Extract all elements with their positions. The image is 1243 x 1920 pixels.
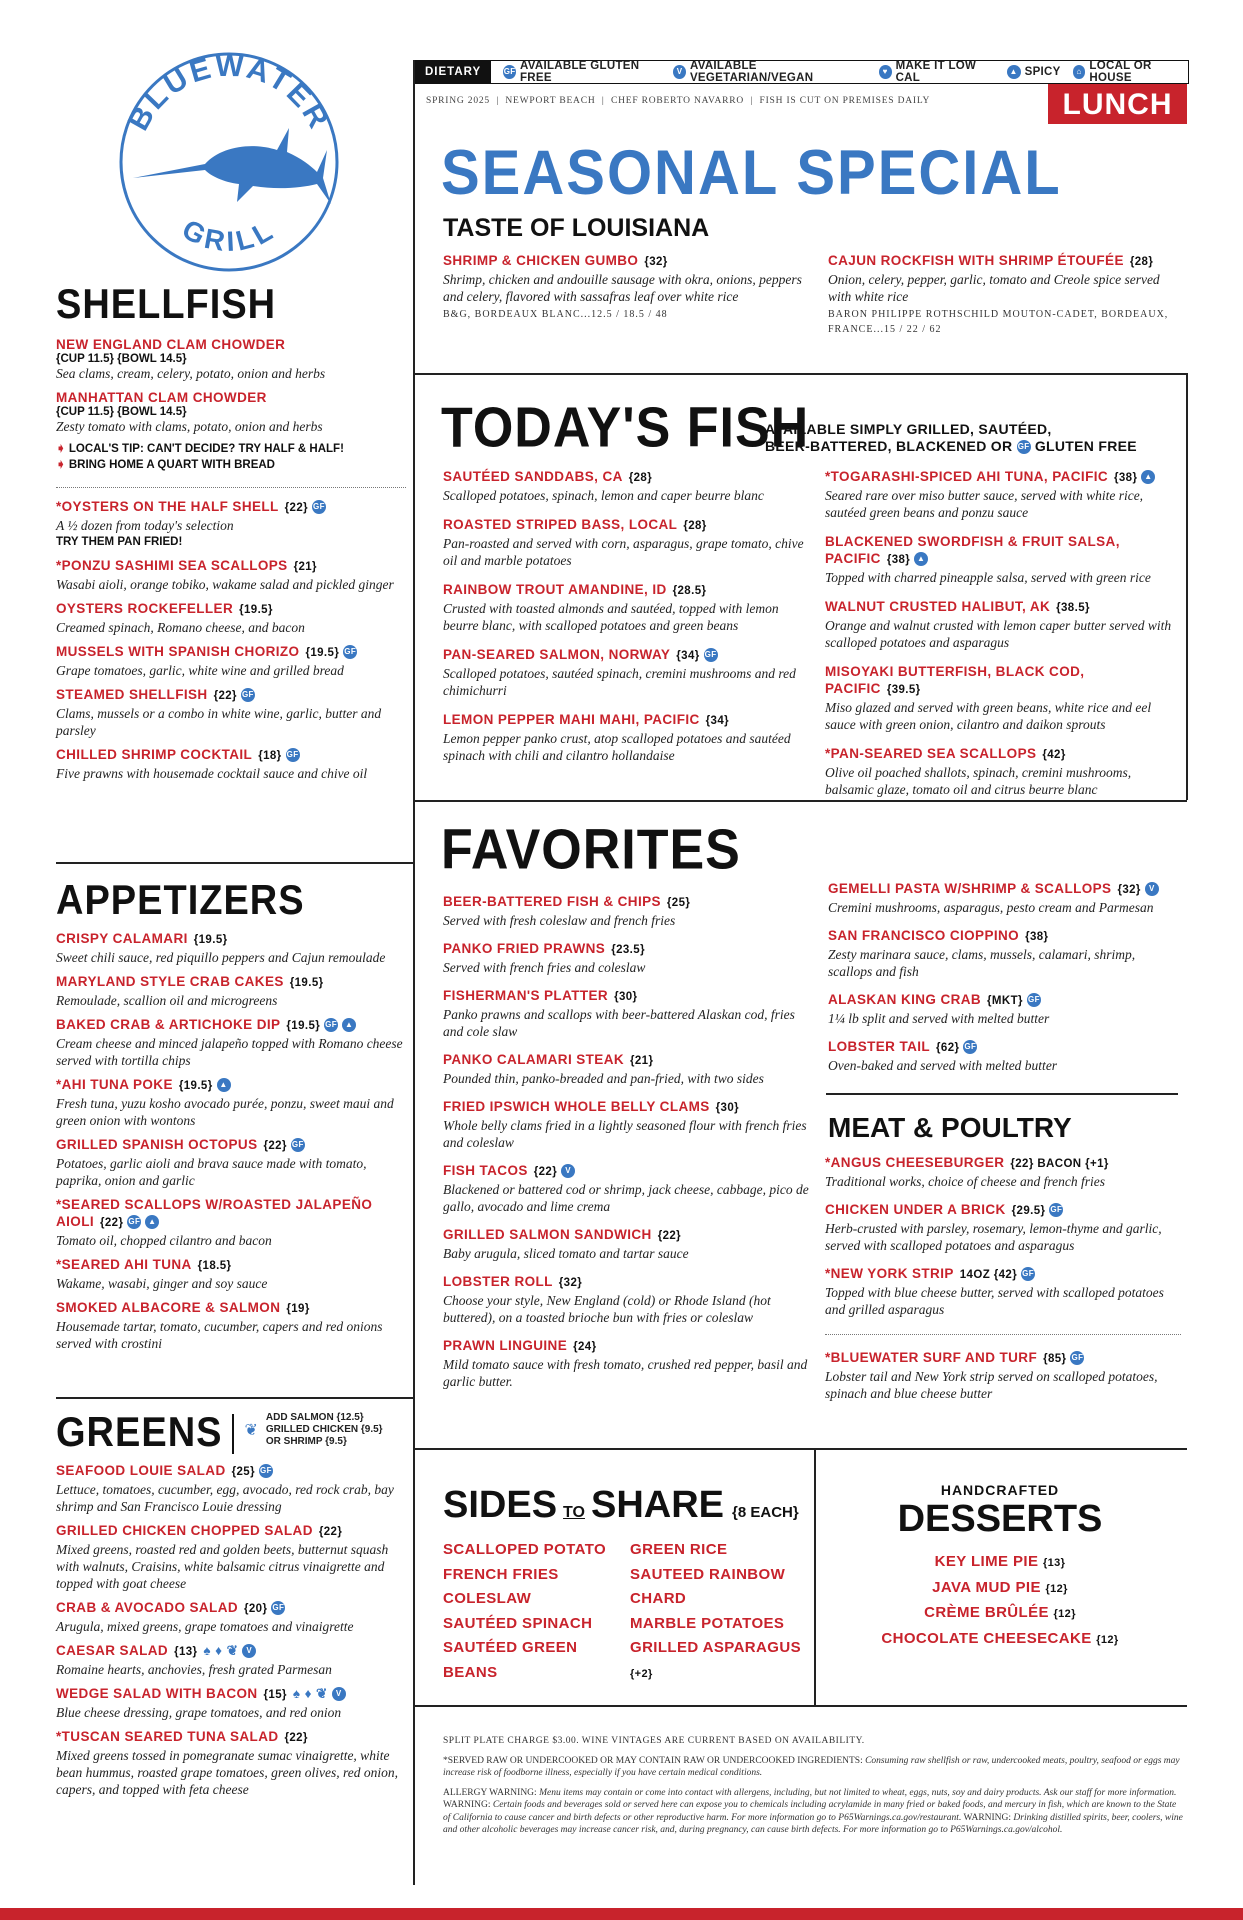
menu-footer: [443, 1735, 1183, 1844]
desserts-kicker: HANDCRAFTED: [940, 1482, 1060, 1498]
gluten-free-icon: GF: [343, 645, 357, 659]
menu-item: SEAFOOD LOUIE SALAD {25} GF Lettuce, tomatoes, cucumber, egg, avocado, red rock crab, bay shrimp and San Francisco Louie dressing: [56, 1463, 394, 1514]
greens-section: [56, 1409, 408, 1798]
menu-item: LEMON PEPPER MAHI MAHI, PACIFIC {34} Lemon pepper panko crust, atop scalloped potatoes and sautéed spinach with chili and cilantro hollandaise: [443, 712, 791, 763]
greens-addons: ADD SALMON {12.5} GRILLED CHICKEN {9.5} OR SHRIMP {9.5}: [265, 1412, 383, 1447]
divider: [414, 1705, 1187, 1707]
side-item: SCALLOPED POTATO: [443, 1541, 607, 1558]
menu-item: LOBSTER ROLL {32} Choose your style, New England (cold) or Rhode Island (hot buttered), on a toasted brioche bun with fries or coleslaw: [443, 1274, 771, 1325]
seasonal-subtitle: TASTE OF LOUISIANA: [443, 214, 710, 242]
menu-item: WALNUT CRUSTED HALIBUT, AK {38.5} Orange and walnut crusted with lemon caper butter served with scalloped potatoes and asparagus: [825, 599, 1172, 650]
svg-text:BLUEWATER: BLUEWATER: [121, 49, 337, 137]
vegetarian-icon: V: [673, 65, 686, 79]
vegetarian-icon: V: [1145, 882, 1159, 896]
menu-item: GEMELLI PASTA W/SHRIMP & SCALLOPS {32} V Cremini mushrooms, asparagus, pesto cream and Parmesan: [828, 880, 1180, 916]
seasonal-special-title: SEASONAL SPECIAL: [441, 137, 1062, 208]
menu-item: *PONZU SASHIMI SEA SCALLOPS {21} Wasabi aioli, orange tobiko, wakame salad and pickled ginger: [56, 558, 394, 592]
menu-item: CAESAR SALAD {13} ♠ ♦ ❦ V Romaine hearts, anchovies, fresh grated Parmesan: [56, 1643, 332, 1677]
gluten-free-icon: GF: [1070, 1351, 1084, 1365]
dessert-item: CRÈME BRÛLÉE {12}: [924, 1604, 1076, 1621]
menu-item: CHILLED SHRIMP COCKTAIL {18} GF Five prawns with housemade cocktail sauce and chive oil: [56, 747, 368, 781]
todays-fish-right: [825, 468, 1181, 798]
menu-item: *TOGARASHI-SPICED AHI TUNA, PACIFIC {38} ▲ Seared rare over miso butter sauce, served with white rice, sautéed green beans and ponzu sauce: [825, 468, 1181, 521]
side-item: FRENCH FRIES: [443, 1565, 559, 1583]
section-title: APPETIZERS: [56, 877, 305, 924]
menu-item: GRILLED SALMON SANDWICH {22} Baby arugula, sliced tomato and tartar sauce: [443, 1227, 689, 1261]
meat-poultry-list: [825, 1154, 1181, 1402]
todays-fish-left: [443, 468, 811, 764]
allergy-warning: ALLERGY WARNING: Menu items may contain or come into contact with allergens, including, but not limited to wheat, eggs, nuts, soy and dairy products. Ask our staff for more information. WARNING: Certain foods and beverages sold or served here can expose you to chemicals including acrylamide in many fried or baked foods, and mercury in fish, which are known to the State of California to cause cancer and birth defects or other reproductive harm. For more information go to P65Warnings.ca.gov/restaurant. WARNING: Drinking distilled spirits, beer, coolers, wine and other alcoholic beverages may increase cancer risk, and, during pregnancy, can cause birth defects. For more information go to P65Warnings.ca.gov/alcohol.: [443, 1787, 1183, 1835]
favorites-left: [443, 893, 811, 1390]
appetizers-section: [56, 877, 406, 1352]
side-item: SAUTÉED SPINACH: [443, 1614, 593, 1632]
flame-icon: ▲: [342, 1018, 356, 1032]
todays-fish-note: AVAILABLE SIMPLY GRILLED, SAUTÉED, BEER-BATTERED, BLACKENED OR GF GLUTEN FREE: [765, 421, 1137, 454]
gluten-free-icon: GF: [324, 1018, 338, 1032]
menu-item: *NEW YORK STRIP 14OZ {42} GF Topped with blue cheese butter, served with scalloped potatoes and grilled asparagus: [825, 1266, 1164, 1317]
menu-item: CHICKEN UNDER A BRICK {29.5} GF Herb-crusted with parsley, rosemary, lemon-thyme and garlic, served with scalloped potatoes and asparagus: [825, 1202, 1162, 1253]
divider: [414, 373, 1187, 375]
desserts-section: [814, 1482, 1186, 1652]
vegetarian-icon: V: [561, 1164, 575, 1178]
menu-item: MARYLAND STYLE CRAB CAKES {19.5} Remoulade, scallion oil and microgreens: [56, 974, 324, 1008]
dietary-legend: [414, 60, 1189, 84]
menu-item: *OYSTERS ON THE HALF SHELL {22} GF A ½ dozen from today's selection TRY THEM PAN FRIED!: [56, 499, 325, 548]
svg-text:GRILL: GRILL: [177, 213, 281, 258]
flame-icon: ▲: [1007, 65, 1021, 79]
tip: ➧ LOCAL'S TIP: CAN'T DECIDE? TRY HALF & HALF!: [56, 443, 344, 455]
divider: [414, 800, 1187, 802]
menu-item: MISOYAKI BUTTERFISH, BLACK COD, PACIFIC {39.5} Miso glazed and served with green beans, white rice and eel sauce with green onion, cilantro and daikon sprouts: [825, 664, 1152, 732]
favorites-title: FAVORITES: [441, 818, 741, 882]
menu-item: FISHERMAN'S PLATTER {30} Panko prawns and scallops with beer-battered Alaskan cod, fries and cole slaw: [443, 988, 795, 1039]
side-item: SAUTEED RAINBOW CHARD: [630, 1565, 786, 1607]
flame-icon: ▲: [1141, 470, 1155, 484]
gluten-free-icon: GF: [271, 1601, 285, 1615]
gluten-free-icon: GF: [963, 1040, 977, 1054]
gluten-free-icon: GF: [291, 1138, 305, 1152]
menu-item: MUSSELS WITH SPANISH CHORIZO {19.5} GF Grape tomatoes, garlic, white wine and grilled bread: [56, 644, 357, 678]
gluten-free-icon: GF: [259, 1464, 273, 1478]
menu-subheader: SPRING 2025 | NEWPORT BEACH | CHEF ROBERTO NAVARRO | FISH IS CUT ON PREMISES DAILY: [426, 96, 931, 106]
vegetarian-icon: V: [242, 1644, 256, 1658]
section-title: GREENS: [56, 1409, 223, 1456]
menu-item: SAUTÉED SANDDABS, CA {28} Scalloped potatoes, spinach, lemon and caper beurre blanc: [443, 469, 764, 503]
menu-item: *PAN-SEARED SEA SCALLOPS {42} Olive oil poached shallots, spinach, cremini mushrooms, balsamic glaze, tomato oil and citrus beurre blanc: [825, 746, 1132, 797]
side-item: MARBLE POTATOES: [630, 1614, 785, 1632]
divider: [56, 1397, 414, 1399]
seasonal-item: SHRIMP & CHICKEN GUMBO {32} Shrimp, chicken and andouille sausage with okra, onions, peppers and celery, flavored with sassafras leaf over white rice B&G, BORDEAUX BLANC...12.5 / 18.5 / 48: [443, 252, 813, 322]
todays-fish-title: TODAY'S FISH: [441, 396, 810, 460]
menu-item: PANKO CALAMARI STEAK {21} Pounded thin, panko-breaded and pan-fried, with two sides: [443, 1052, 764, 1086]
menu-item: BEER-BATTERED FISH & CHIPS {25} Served with fresh coleslaw and french fries: [443, 894, 691, 928]
gluten-free-icon: GF: [1049, 1203, 1063, 1217]
menu-item: GRILLED SPANISH OCTOPUS {22} GF Potatoes, garlic aioli and brava sauce made with tomato, paprika, onion and garlic: [56, 1137, 367, 1188]
wine-pairing: BARON PHILIPPE ROTHSCHILD MOUTON-CADET, BORDEAUX, FRANCE...15 / 22 / 62: [828, 309, 1169, 335]
menu-item: MANHATTAN CLAM CHOWDER {CUP 11.5} {BOWL 14.5} Zesty tomato with clams, potato, onion and herbs: [56, 390, 323, 434]
menu-item: OYSTERS ROCKEFELLER {19.5} Creamed spinach, Romano cheese, and bacon: [56, 601, 305, 635]
gluten-free-icon: GF: [704, 648, 718, 662]
menu-item: CRAB & AVOCADO SALAD {20} GF Arugula, mixed greens, grape tomatoes and vinaigrette: [56, 1600, 354, 1634]
menu-item: BAKED CRAB & ARTICHOKE DIP {19.5} GF ▲ Cream cheese and minced jalapeño topped with Romano cheese served with tortilla chips: [56, 1017, 403, 1068]
dessert-item: KEY LIME PIE {13}: [934, 1553, 1066, 1570]
dotted-divider: [825, 1334, 1181, 1335]
dietary-key-local: ⌂ LOCAL OR HOUSE: [1073, 60, 1188, 84]
arrow-icon: ➧: [56, 459, 66, 471]
gluten-free-icon: GF: [503, 65, 516, 79]
section-title: SHELLFISH: [56, 281, 277, 328]
main-divider: [413, 60, 415, 1885]
dessert-item: JAVA MUD PIE {12}: [932, 1578, 1068, 1596]
dessert-item: CHOCOLATE CHEESECAKE {12}: [881, 1629, 1119, 1647]
menu-item: SAN FRANCISCO CIOPPINO {38} Zesty marinara sauce, clams, mussels, calamari, shrimp, scallops and fish: [828, 928, 1136, 979]
dietary-key-lowcal: ♥ MAKE IT LOW CAL: [879, 60, 995, 84]
flame-icon: ▲: [217, 1078, 231, 1092]
menu-item: WEDGE SALAD WITH BACON {15} ♠ ♦ ❦ V Blue cheese dressing, grape tomatoes, and red onion: [56, 1685, 408, 1721]
gluten-free-icon: GF: [127, 1215, 141, 1229]
gluten-free-icon: GF: [286, 748, 300, 762]
menu-item: LOBSTER TAIL {62} GF Oven-baked and served with melted butter: [828, 1039, 1058, 1073]
meal-badge: LUNCH: [1048, 84, 1187, 124]
heart-icon: ♥: [879, 65, 892, 79]
flame-icon: ▲: [914, 552, 928, 566]
side-item: COLESLAW: [443, 1590, 532, 1607]
flame-icon: ▲: [145, 1215, 159, 1229]
menu-item: *SEARED SCALLOPS W/ROASTED JALAPEÑO AIOLI {22} GF ▲ Tomato oil, chopped cilantro and bacon: [56, 1197, 373, 1248]
tip: ➧ BRING HOME A QUART WITH BREAD: [56, 459, 275, 471]
dietary-label: DIETARY: [415, 61, 491, 83]
menu-item: ROASTED STRIPED BASS, LOCAL {28} Pan-roasted and served with corn, asparagus, grape tomato, chive oil and marble potatoes: [443, 517, 804, 568]
addon-icons: ♠ ♦ ❦: [292, 1686, 328, 1701]
dietary-key-gf: GF AVAILABLE GLUTEN FREE: [503, 60, 640, 84]
sides-title: SIDES TO SHARE {8 EACH}: [443, 1484, 799, 1526]
side-item: SAUTÉED GREEN BEANS: [443, 1639, 578, 1681]
house-icon: ⌂: [1073, 65, 1086, 79]
menu-item: FISH TACOS {22} V Blackened or battered cod or shrimp, jack cheese, cabbage, pico de gallo, avocado and lime crema: [443, 1163, 809, 1214]
marlin-icon: [133, 128, 331, 204]
menu-item: ALASKAN KING CRAB {MKT} GF 1¼ lb split and served with melted butter: [828, 992, 1050, 1026]
dotted-divider: [56, 487, 406, 488]
seasonal-item: CAJUN ROCKFISH WITH SHRIMP ÉTOUFÉE {28} Onion, celery, pepper, garlic, tomato and Creole spice served with white rice BARON PHILIPPE ROTHSCHILD MOUTON-CADET, BORDEAUX, FRANCE...15 / 22 / 62: [828, 252, 1178, 337]
menu-item: PRAWN LINGUINE {24} Mild tomato sauce with fresh tomato, crushed red pepper, basil and garlic butter.: [443, 1338, 808, 1389]
addon-icons: ♠ ♦ ❦: [203, 1643, 239, 1658]
menu-item: PANKO FRIED PRAWNS {23.5} Served with french fries and coleslaw: [443, 941, 646, 975]
menu-item: CRISPY CALAMARI {19.5} Sweet chili sauce, red piquillo peppers and Cajun remoulade: [56, 931, 386, 965]
menu-item: *BLUEWATER SURF AND TURF {85} GF Lobster tail and New York strip served on scalloped potatoes, spinach and blue cheese butter: [825, 1350, 1158, 1401]
divider: [1186, 373, 1188, 800]
sides-list-left: [443, 1538, 623, 1685]
divider: [826, 1093, 1178, 1095]
favorites-right: [828, 880, 1180, 1074]
gluten-free-icon: GF: [1017, 440, 1031, 454]
side-item: GRILLED ASPARAGUS {+2}: [630, 1639, 801, 1680]
menu-item: *AHI TUNA POKE {19.5} ▲ Fresh tuna, yuzu kosho avocado purée, ponzu, sweet maui and green onion with wontons: [56, 1077, 394, 1128]
menu-item: RAINBOW TROUT AMANDINE, ID {28.5} Crusted with toasted almonds and sautéed, topped with lemon beurre blanc, with scalloped potatoes and green beans: [443, 582, 779, 633]
menu-item: FRIED IPSWICH WHOLE BELLY CLAMS {30} Whole belly clams fried in a lightly seasoned flour with french fries and coleslaw: [443, 1099, 807, 1150]
sides-list-right: [630, 1538, 810, 1686]
menu-item: *SEARED AHI TUNA {18.5} Wakame, wasabi, ginger and soy sauce: [56, 1257, 268, 1291]
menu-item: NEW ENGLAND CLAM CHOWDER {CUP 11.5} {BOWL 14.5} Sea clams, cream, celery, potato, onion and herbs: [56, 337, 326, 381]
gluten-free-icon: GF: [312, 500, 326, 514]
menu-item: SMOKED ALBACORE & SALMON {19} Housemade tartar, tomato, cucumber, capers and red onions served with crostini: [56, 1300, 383, 1351]
gluten-free-icon: GF: [1027, 993, 1041, 1007]
raw-warning: *SERVED RAW OR UNDERCOOKED OR MAY CONTAIN RAW OR UNDERCOOKED INGREDIENTS: Consuming raw shellfish or raw, undercooked meats, poultry, seafood or eggs may increase risk of foodborne illness, especially if you have certain medical conditions.: [443, 1755, 1180, 1778]
divider: [56, 862, 414, 864]
wine-pairing: B&G, BORDEAUX BLANC...12.5 / 18.5 / 48: [443, 309, 668, 320]
menu-item: *TUSCAN SEARED TUNA SALAD {22} Mixed greens tossed in pomegranate sumac vinaigrette, white bean hummus, roasted grape tomatoes, green olives, red onion, capers, and topped with feta cheese: [56, 1729, 398, 1797]
menu-item: STEAMED SHELLFISH {22} GF Clams, mussels or a combo in white wine, garlic, butter and parsley: [56, 687, 382, 738]
shellfish-section: [56, 281, 406, 782]
desserts-title: DESSERTS: [897, 1498, 1103, 1540]
dietary-key-veg: V AVAILABLE VEGETARIAN/VEGAN: [673, 60, 867, 84]
menu-item: PAN-SEARED SALMON, NORWAY {34} GF Scalloped potatoes, sautéed spinach, cremini mushrooms and red chimichurri: [443, 647, 796, 698]
menu-item: BLACKENED SWORDFISH & FRUIT SALSA, PACIFIC {38} ▲ Topped with charred pineapple salsa, served with green rice: [825, 534, 1151, 585]
footer-bar: [0, 1908, 1243, 1920]
menu-item: GRILLED CHICKEN CHOPPED SALAD {22} Mixed greens, roasted red and golden beets, butternut squash with walnuts, Craisins, white balsamic citrus vinaigrette and topped with goat cheese: [56, 1523, 389, 1591]
gluten-free-icon: GF: [1021, 1267, 1035, 1281]
split-plate-note: SPLIT PLATE CHARGE $3.00. WINE VINTAGES ARE CURRENT BASED ON AVAILABILITY.: [443, 1736, 865, 1746]
gluten-free-icon: GF: [241, 688, 255, 702]
salad-icon: ❦: [244, 1422, 258, 1439]
side-item: GREEN RICE: [630, 1541, 728, 1558]
arrow-icon: ➧: [56, 443, 66, 455]
divider: [414, 1448, 1187, 1450]
meat-poultry-title: MEAT & POULTRY: [828, 1112, 1072, 1143]
dietary-key-spicy: ▲ SPICY: [1007, 65, 1061, 79]
bluewater-grill-logo: [113, 46, 345, 278]
vegetarian-icon: V: [332, 1687, 346, 1701]
menu-item: *ANGUS CHEESEBURGER {22} BACON {+1} Traditional works, choice of cheese and french fries: [825, 1155, 1109, 1189]
